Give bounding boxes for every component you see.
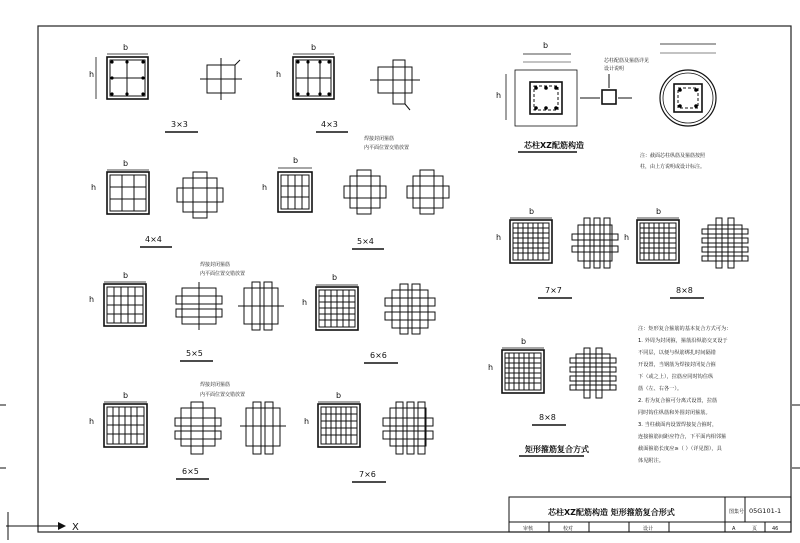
section-label-8x8-bottom: 8×8 — [539, 413, 556, 422]
note-line-6: 2. 若为复合箍可分离式设置，拉筋 — [638, 398, 718, 404]
section-7x7 — [496, 207, 618, 298]
note-line-10: 截面箍筋长度应≥（ ）（详见图），具 — [638, 446, 722, 452]
section-8x8-top — [624, 207, 748, 298]
section-label-6x6: 6×6 — [370, 351, 387, 360]
note-line-5: 筋（左、右各一）。 — [638, 386, 683, 392]
svg-text:b: b — [336, 391, 342, 400]
core-column-xz — [496, 41, 716, 170]
title-block-title: 芯柱XZ配筋构造 矩形箍筋复合形式 — [548, 508, 675, 517]
section-4x3 — [276, 43, 420, 132]
note-c-line2: 内平面位置交错放置 — [200, 392, 246, 398]
title-block-review: 审核 — [523, 526, 534, 532]
title-block-atlas-label: 图集号 — [729, 509, 745, 515]
section-4x4 — [91, 159, 223, 247]
note-line-9: 连接箍筋间距应符合，下平面内相邻箍 — [638, 434, 727, 440]
section-7x6 — [304, 391, 433, 482]
svg-text:h: h — [304, 417, 310, 426]
note-a-line1: 焊接封闭箍筋 — [364, 136, 395, 142]
title-block-a: A — [732, 526, 736, 532]
svg-text:h: h — [262, 183, 268, 192]
xz-note-line1: 芯柱配筋及箍筋详见 — [604, 58, 650, 64]
note-line-3: 开设置，当钢筋为焊接封闭复合箍 — [638, 362, 716, 368]
note-line-2: 不同层，以便与纵筋绑扎时间隔错 — [638, 350, 716, 356]
title-block-page-label: 页 — [752, 526, 758, 532]
title-block-check: 校对 — [563, 526, 574, 532]
title-block-design: 设计 — [643, 526, 654, 532]
note-line-7: 同时钩住纵筋和外围封闭箍筋。 — [638, 410, 711, 416]
section-8x8-bottom — [488, 337, 616, 456]
ucs-icon — [6, 512, 79, 540]
svg-text:b: b — [529, 207, 535, 216]
svg-text:b: b — [332, 273, 338, 282]
svg-text:b: b — [123, 391, 129, 400]
svg-text:h: h — [496, 233, 502, 242]
section-6x5 — [89, 391, 286, 479]
note-line-0: 注：矩形复合箍筋的基本复合方式可为： — [638, 326, 732, 332]
section-label-5x4: 5×4 — [357, 237, 374, 246]
section-6x6 — [302, 273, 435, 363]
ucs-x-label: X — [72, 522, 79, 533]
note-line-11: 体见附注。 — [638, 458, 664, 464]
rect-hoop-title: 矩形箍筋复合方式 — [525, 445, 589, 454]
section-label-4x4: 4×4 — [145, 235, 162, 244]
section-label-6x5: 6×5 — [182, 467, 199, 476]
note-b-line1: 焊接封闭箍筋 — [200, 262, 231, 268]
section-5x5 — [89, 271, 284, 361]
title-block-page: 46 — [772, 526, 779, 532]
section-label-7x6: 7×6 — [359, 470, 376, 479]
svg-text:b: b — [543, 41, 549, 50]
svg-text:b: b — [311, 43, 317, 52]
svg-text:b: b — [293, 156, 299, 165]
section-label-7x7: 7×7 — [545, 286, 562, 295]
svg-text:h: h — [488, 363, 494, 372]
section-5x4 — [262, 156, 449, 249]
note-line-1: 1. 外周为封闭箍，箍筋沿纵筋交叉设于 — [638, 338, 728, 344]
note-a-line2: 内平面位置交错放置 — [364, 145, 410, 151]
section-label-3x3: 3×3 — [171, 120, 188, 129]
right-note-line2: 柱，由上方说明或设计标注。 — [640, 164, 706, 170]
title-block-atlas-no: 05G101-1 — [749, 507, 782, 515]
right-note-line1: 注：截面芯柱纵筋及箍筋按照 — [640, 153, 706, 159]
svg-text:b: b — [656, 207, 662, 216]
xz-note-line2: 设计说明 — [604, 66, 625, 72]
section-3x3 — [89, 43, 242, 132]
section-label-4x3: 4×3 — [321, 120, 338, 129]
svg-text:h: h — [89, 417, 95, 426]
svg-text:h: h — [496, 91, 502, 100]
main-notes — [638, 324, 731, 464]
note-b-line2: 内平面位置交错放置 — [200, 271, 246, 277]
title-block — [509, 497, 791, 532]
dim-b: b — [123, 43, 129, 52]
svg-text:b: b — [123, 271, 129, 280]
svg-text:h: h — [624, 233, 630, 242]
dim-h: h — [89, 70, 95, 79]
xz-title: 芯柱XZ配筋构造 — [524, 141, 584, 150]
svg-text:h: h — [302, 298, 308, 307]
svg-text:b: b — [521, 337, 527, 346]
svg-text:h: h — [276, 70, 282, 79]
svg-text:b: b — [123, 159, 129, 168]
note-c-line1: 焊接封闭箍筋 — [200, 382, 231, 388]
svg-text:h: h — [89, 295, 95, 304]
section-label-8x8-top: 8×8 — [676, 286, 693, 295]
section-label-5x5: 5×5 — [186, 349, 203, 358]
svg-text:h: h — [91, 183, 97, 192]
note-line-4: 下（或之上），拉筋应同时钩住纵 — [638, 374, 714, 380]
note-line-8: 3. 当柱截面内设置焊接复合箍时， — [638, 422, 718, 428]
